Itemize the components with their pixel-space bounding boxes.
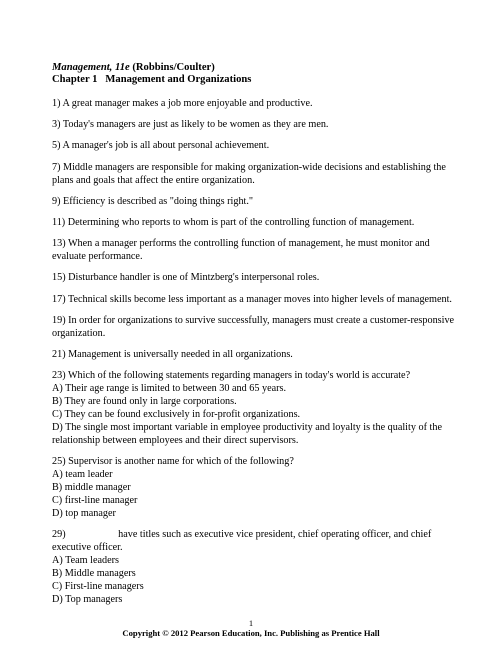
copyright-notice: Copyright © 2012 Pearson Education, Inc. Publishing as Prentice Hall (122, 628, 380, 638)
question-item (52, 348, 462, 361)
question-item (52, 271, 462, 284)
answer-option: D) The single most important variable in employee productivity and loyalty is the quality of the relationship between employees and their direct supervisors. (52, 422, 442, 447)
chapter-title: Management and Organizations (105, 74, 252, 85)
answer-option: C) first-line manager (52, 495, 138, 507)
question-stem: 9) Efficiency is described as "doing things right." (52, 195, 254, 207)
question-item (52, 216, 462, 229)
book-title: Management, 11e (52, 62, 130, 73)
question-item (52, 455, 462, 520)
answer-option: B) middle manager (52, 482, 131, 494)
question-stem: 21) Management is universally needed in all organizations. (52, 348, 293, 360)
question-number: 29) (52, 529, 66, 541)
question-item (52, 118, 462, 131)
question-stem: 3) Today's managers are just as likely to be women as they are men. (52, 119, 329, 131)
question-stem: 5) A manager's job is all about personal achievement. (52, 140, 270, 152)
question-item (52, 195, 462, 208)
answer-option: A) Their age range is limited to between 30 and 65 years. (52, 383, 287, 395)
question-stem: 23) Which of the following statements regarding managers in today's world is accurate? (52, 370, 411, 382)
question-item (52, 237, 462, 263)
book-authors: (Robbins/Coulter) (132, 62, 215, 73)
question-item (52, 314, 462, 340)
question-stem: 13) When a manager performs the controlling function of management, he must monitor and evaluate performance. (52, 238, 430, 263)
question-item (52, 369, 462, 447)
answer-option: A) team leader (52, 469, 113, 481)
answer-option: D) Top managers (52, 594, 123, 606)
question-item (52, 528, 462, 606)
book-title-line (52, 62, 462, 74)
question-stem: 15) Disturbance handler is one of Mintzberg's interpersonal roles. (52, 272, 320, 284)
question-text: have titles such as executive vice president, chief operating officer, and chief executive officer. (52, 529, 432, 554)
question-stem: 19) In order for organizations to survive successfully, managers must create a customer-responsive organization. (52, 314, 455, 339)
question-stem: 25) Supervisor is another name for which of the following? (52, 456, 294, 468)
answer-option: A) Team leaders (52, 555, 119, 567)
document-body (52, 62, 462, 615)
question-item (52, 97, 462, 110)
answer-option: C) First-line managers (52, 581, 144, 593)
question-stem: 7) Middle managers are responsible for making organization-wide decisions and establishing the plans and goals that affect the entire organization. (52, 161, 446, 186)
chapter-heading (52, 74, 462, 86)
question-item (52, 161, 462, 187)
answer-option: B) Middle managers (52, 568, 136, 580)
question-item (52, 293, 462, 306)
question-stem: 1) A great manager makes a job more enjoyable and productive. (52, 98, 313, 109)
question-stem (52, 528, 462, 554)
question-item (52, 139, 462, 152)
chapter-number: Chapter 1 (52, 74, 98, 85)
question-stem: 11) Determining who reports to whom is part of the controlling function of management. (52, 216, 415, 228)
page-number: 1 (248, 618, 254, 628)
question-stem: 17) Technical skills become less important as a manager moves into higher levels of management. (52, 293, 452, 305)
answer-option: B) They are found only in large corporations. (52, 396, 237, 408)
answer-option: D) top manager (52, 508, 116, 520)
answer-option: C) They can be found exclusively in for-profit organizations. (52, 409, 301, 421)
